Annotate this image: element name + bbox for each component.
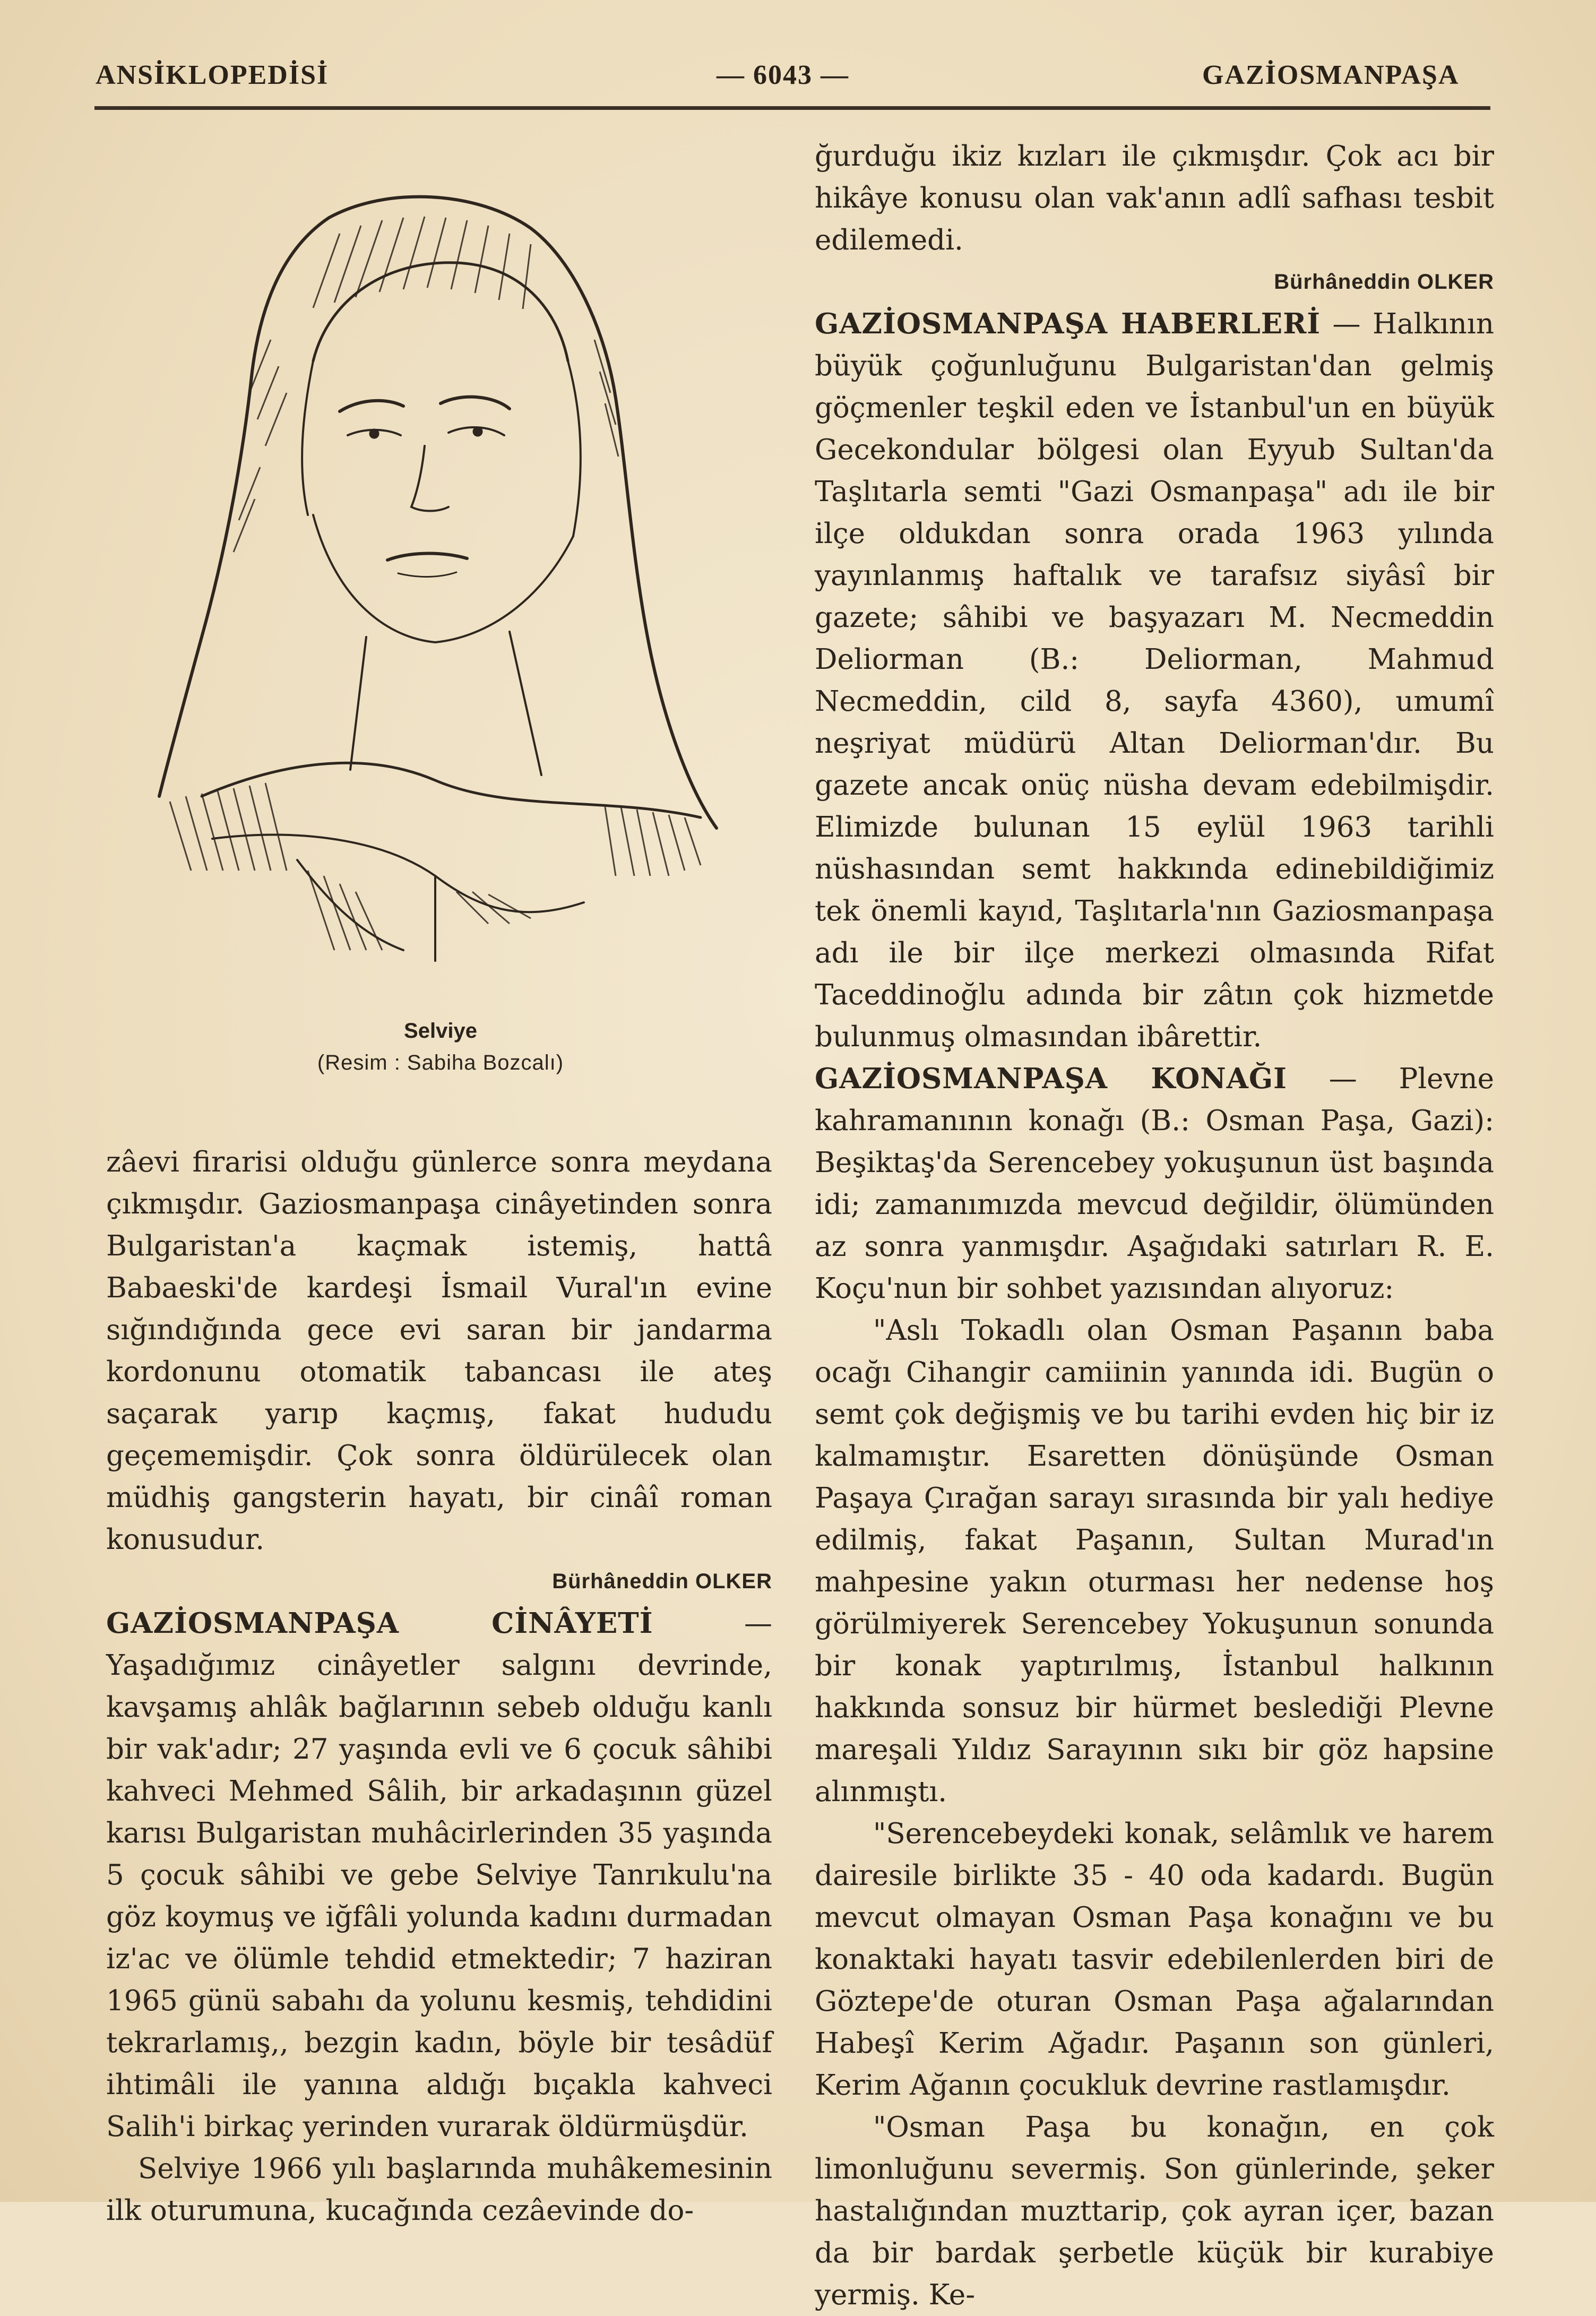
- left-column: [106, 1141, 772, 2232]
- cinayet-entry-paragraph-2: Selviye 1966 yılı başlarında muhâkemesinin ilk oturumuna, kucağında cezâevinde do-: [106, 2153, 772, 2227]
- quote-paragraph-3: "Osman Paşa bu konağın, en çok limonluğunu severmiş. Son günlerinde, şeker hastalığından muzttarip, çok ayran içer, bazan da bir bardak şerbetle küçük bir kurabiye yermiş. Ke-: [815, 2111, 1494, 2311]
- right-continuation-paragraph: ğurduğu ikiz kızları ile çıkmışdır. Çok acı bir hikâye konusu olan vak'anın adlî safhası tesbit edilemedi.: [815, 140, 1494, 256]
- left-continuation-paragraph: zâevi firarisi olduğu günlerce sonra meydana çıkmışdır. Gaziosmanpaşa cinâyetinden sonra Bulgaristan'a kaçmak istemiş, hattâ Babaeski'de kardeşi İsmail Vural'ın evine sığındığında gece evi saran bir jandarma kordonunu otomatik tabancası ile ateş saçarak yarıp kaçmış, fakat hududu geçememişdir. Çok sonra öldürülecek olan müdhiş gangsterin hayatı, bir cinâî roman konusudur.: [106, 1146, 772, 1556]
- header-rule: [94, 106, 1490, 110]
- quote-paragraph-2: "Serencebeydeki konak, selâmlık ve harem dairesile birlikte 35 - 40 oda kadardı. Bugün mevcut olmayan Osman Paşa konağını ve bu konaktaki hayatı tasvir edebilenlerden biri de Göztepe'de oturan Osman Paşa ağalarından Habeşî Kerim Ağadır. Paşanın son günleri, Kerim Ağanın çocukluk devrine rastlamışdır.: [815, 1818, 1494, 2102]
- quote-paragraph-1: "Aslı Tokadlı olan Osman Paşanın baba ocağı Cihangir camiinin yanında idi. Bugün o semt çok değişmiş ve bu tarihi evden hiç bir iz kalmamıştır. Esaretten dönüşünde Osman Paşaya Çırağan sarayı sırasında bir yalı hediye edilmiş, fakat Paşanın, Sultan Murad'ın mahpesine yakın oturması her nedense hoş görülmiyerek Serencebey Yokuşunun sonunda bir konak yaptırılmış, İstanbul halkının hakkında sonsuz bir hürmet beslediği Plevne mareşali Yıldız Sarayının sıkı bir göz hapsine alınmıştı.: [815, 1314, 1494, 1808]
- konagi-entry-heading: GAZİOSMANPAŞA KONAĞI: [815, 1062, 1287, 1095]
- cinayet-entry-text: — Yaşadığımız cinâyetler salgını devrinde, kavşamış ahlâk bağlarının sebeb olduğu kanlı bir vak'adır; 27 yaşında evli ve 6 çocuk sâhibi kahveci Mehmed Sâlih, bir arkadaşının güzel karısı Bulgaristan muhâcirlerinden 35 yaşında 5 çocuk sâhibi ve gebe Selviye Tanrıkulu'na göz koymuş ve iğfâli yolunda kadını durmadan iz'ac ve ölümle tehdid etmektedir; 7 haziran 1965 günü sabahı da yolunu kesmiş, tehdidini tekrarlamış,, bezgin kadın, böyle bir tesâdüf ihtimâli ile yanına aldığı bıçakla kahveci Salih'i birkaç yerinden vurarak öldürmüşdür.: [106, 1607, 772, 2143]
- haberleri-entry: [815, 303, 1494, 1058]
- figure-caption-credit: (Resim : Sabiha Bozcalı): [317, 1051, 564, 1074]
- haberleri-entry-heading: GAZİOSMANPAŞA HABERLERİ: [815, 307, 1321, 340]
- header-entry-name: GAZİOSMANPAŞA: [1202, 60, 1460, 90]
- right-column: [815, 135, 1494, 2316]
- portrait-sketch: [138, 170, 732, 998]
- konagi-entry-text: — Plevne kahramanının konağı (B.: Osman Paşa, Gazi): Beşiktaş'da Serencebey yokuşunun üst başında idi; zamanımızda mevcud değildir, ölümünden az sonra yanmışdır. Aşağıdaki satırları R. E. Koçu'nun bir sohbet yazısından alıyoruz:: [815, 1063, 1494, 1305]
- cinayet-entry-heading: GAZİOSMANPAŞA CİNÂYETİ: [106, 1607, 653, 1640]
- author-signature: Bürhâneddin OLKER: [1274, 270, 1494, 294]
- page-number: — 6043 —: [717, 60, 849, 90]
- konagi-entry: [815, 1058, 1494, 1310]
- haberleri-entry-text: — Halkının büyük çoğunluğunu Bulgaristan'dan gelmiş göçmenler teşkil eden ve İstanbul'un en büyük Gecekondular bölgesi olan Eyyub Sultan'da Taşlıtarla semti "Gazi Osmanpaşa" adı ile bir ilçe oldukdan sonra orada 1963 yılında yayınlanmış haftalık ve tarafsız siyâsî bir gazete; sâhibi ve başyazarı M. Necmeddin Deliorman (B.: Deliorman, Mahmud Necmeddin, cild 8, sayfa 4360), umumî neşriyat müdürü Altan Deliorman'dır. Bu gazete ancak onüç nüsha devam edebilmişdir. Elimizde bulunan 15 eylül 1963 tarihli nüshasından semt hakkında edinebildiğimiz tek önemli kayıd, Taşlıtarla'nın Gaziosmanpaşa adı ile bir ilçe merkezi olmasında Rifat Taceddinoğlu adında bir zâtın çok hizmetde bulunmuş olmasından ibârettir.: [815, 308, 1494, 1053]
- header-encyclopedia-name: ANSİKLOPEDİSİ: [96, 60, 329, 90]
- author-signature: Bürhâneddin OLKER: [552, 1570, 772, 1593]
- cinayet-entry: [106, 1603, 772, 2148]
- figure-caption-title: Selviye: [404, 1019, 477, 1043]
- portrait-illustration: [138, 170, 732, 998]
